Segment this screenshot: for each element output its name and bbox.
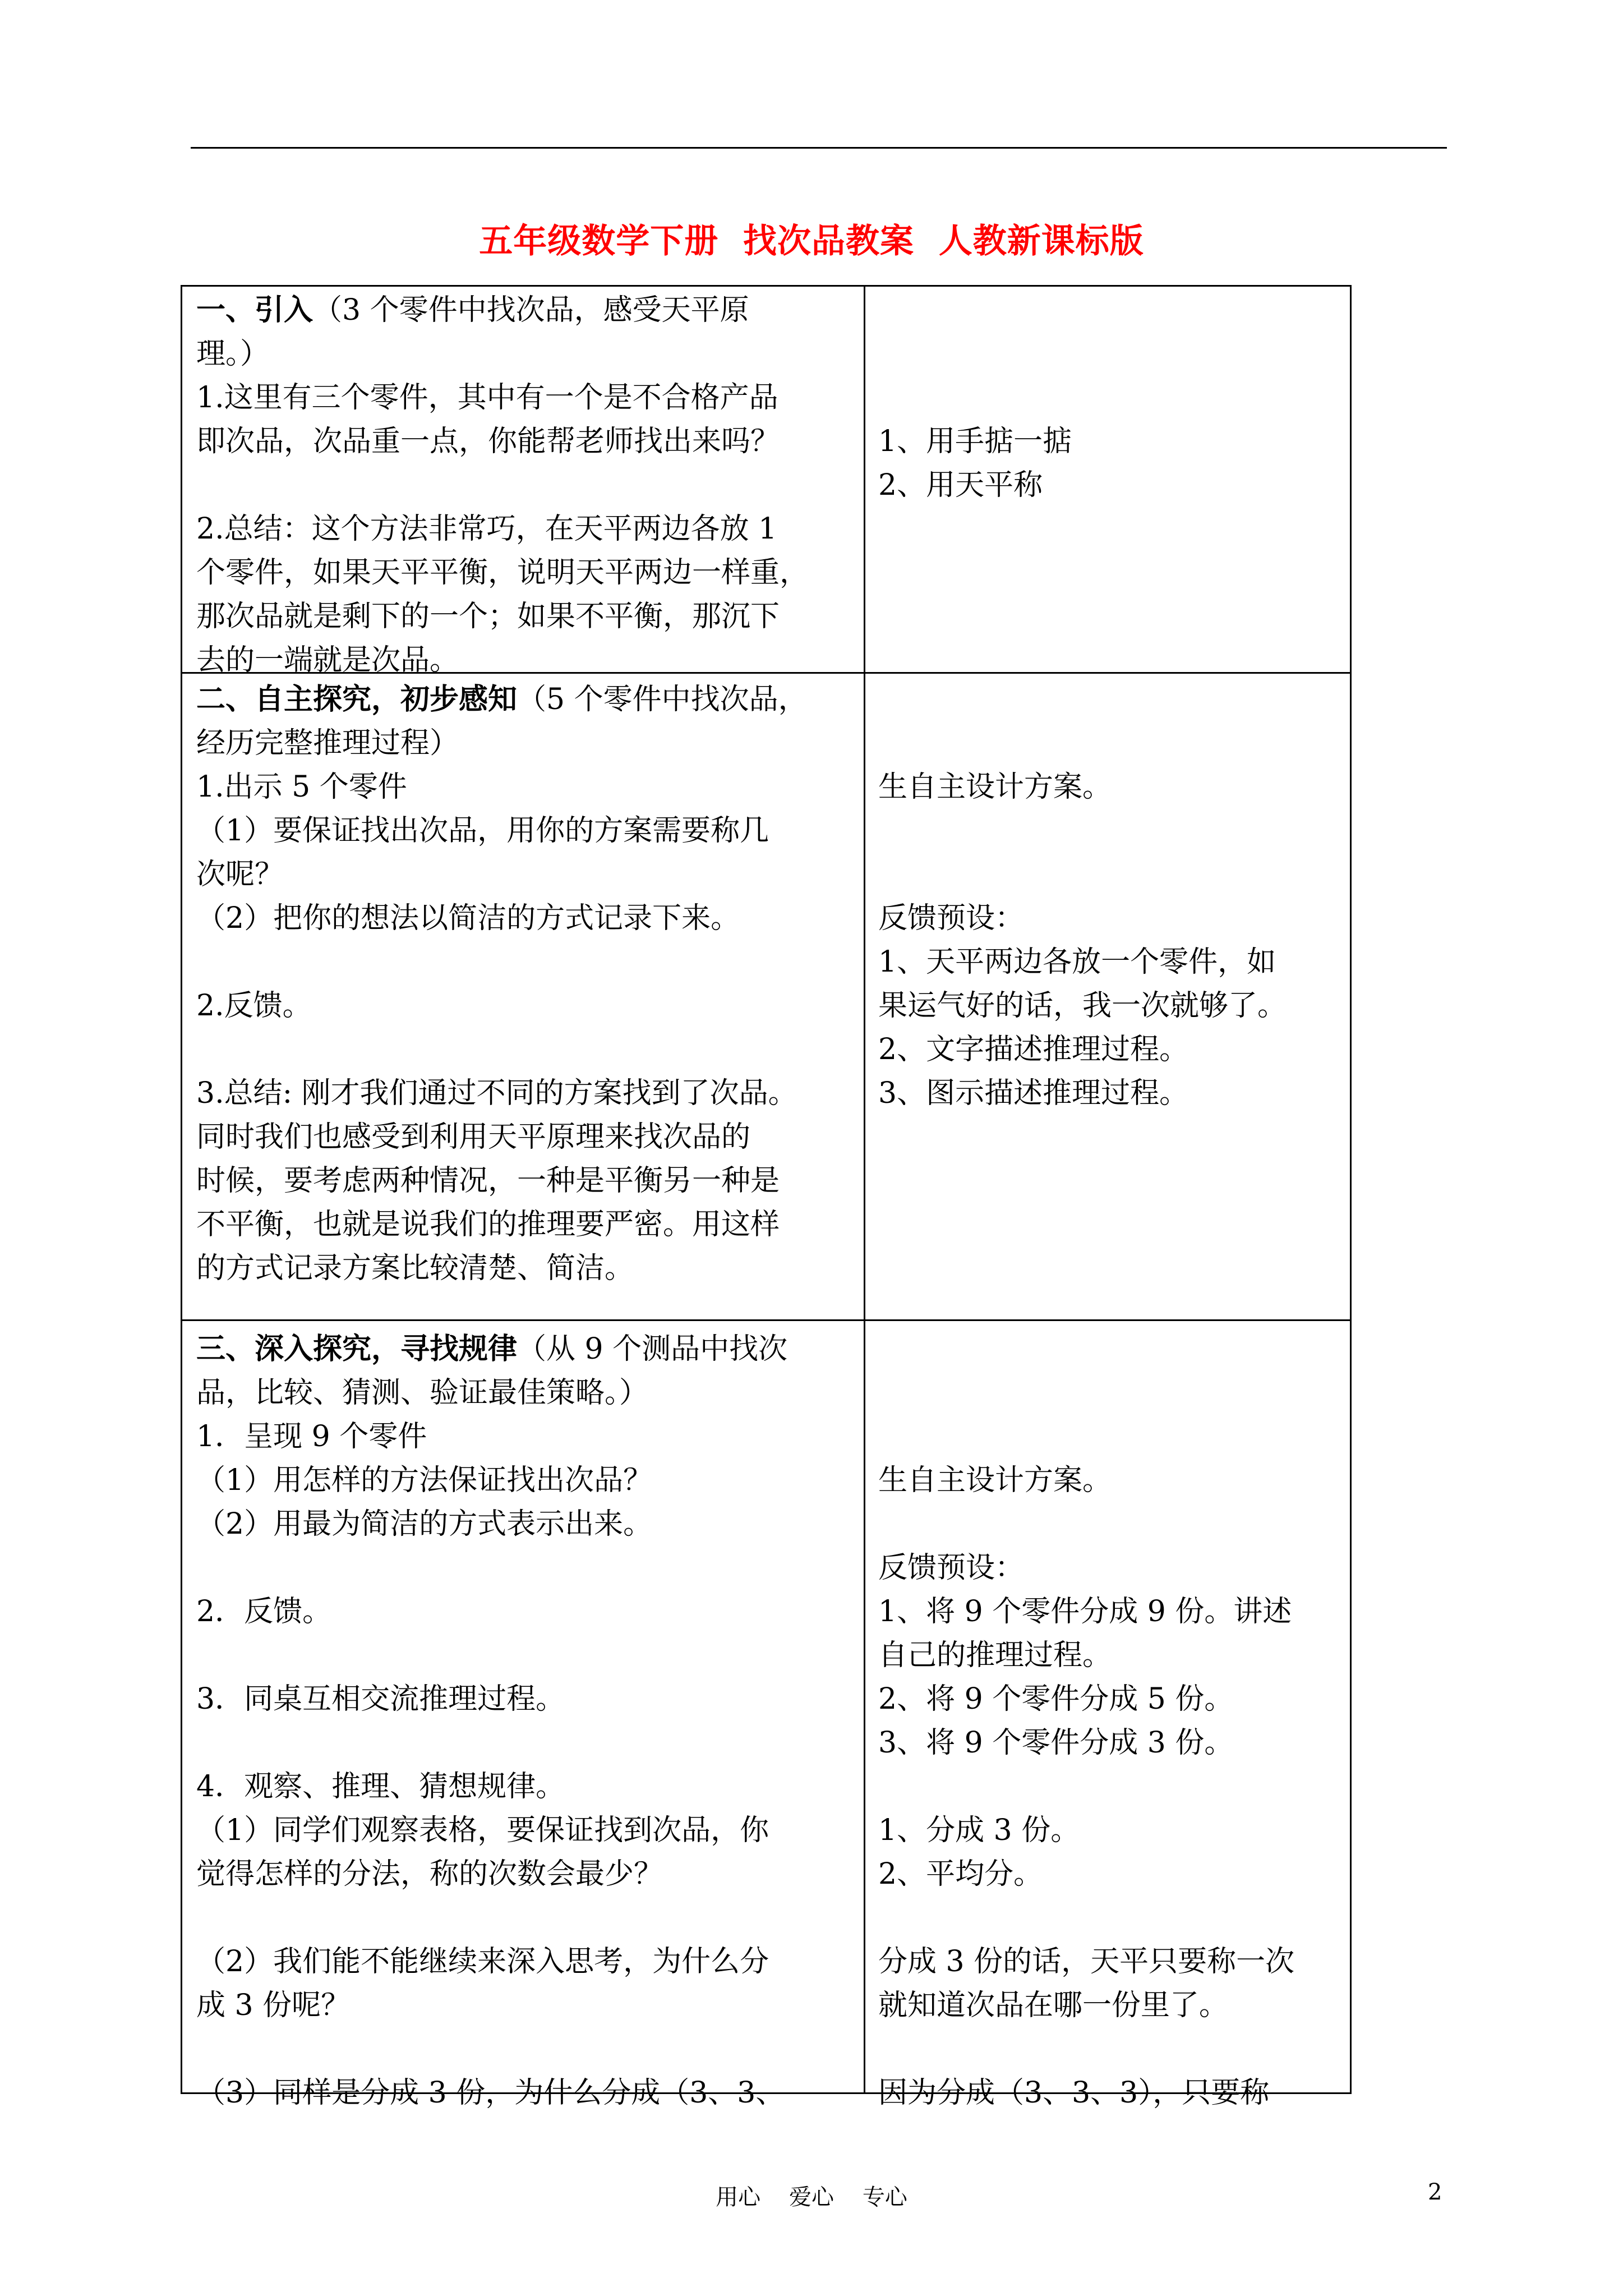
text-line: 2、文字描述推理过程。 [878, 1033, 1189, 1066]
text-line [878, 809, 1287, 853]
text-line: 2．反馈。 [196, 1595, 332, 1628]
section-2-teacher-cell [196, 678, 808, 1290]
text-line: 1、用手掂一掂 [878, 425, 1072, 458]
text-line: （2）用最为简洁的方式表示出来。 [196, 1507, 653, 1541]
text-line: 果运气好的话，我一次就够了。 [878, 989, 1287, 1023]
text-line [196, 940, 808, 984]
text-line [878, 1765, 1294, 1809]
text-line [878, 1327, 1294, 1371]
text-line: 2.反馈。 [196, 989, 312, 1023]
text-line [878, 1896, 1294, 1940]
text-line [196, 1721, 787, 1765]
text-line: 因为分成（3、3、3），只要称 [878, 2076, 1270, 2110]
text-line: 1、分成 3 份。 [878, 1814, 1080, 1847]
text-line: 生自主设计方案。 [878, 1464, 1112, 1497]
table-border-left [181, 285, 182, 2094]
text-line [878, 288, 1072, 332]
text-line: 那次品就是剩下的一个；如果不平衡，那沉下 [196, 600, 780, 633]
column-divider [864, 285, 865, 2094]
text-line: 理。） [196, 337, 270, 371]
text-line: （3）同样是分成 3 份，为什么分成（3、3、 [196, 2076, 785, 2110]
row-divider-2 [181, 1319, 1352, 1321]
text-line: 次呢？ [196, 858, 284, 891]
text-line: 3．同桌互相交流推理过程。 [196, 1682, 565, 1716]
text-line: 成 3 份呢？ [196, 1989, 351, 2022]
text-line [878, 853, 1287, 896]
text-line: 1.这里有三个零件，其中有一个是不合格产品 [196, 381, 778, 415]
text-line [878, 2027, 1294, 2071]
table-border-right [1350, 285, 1352, 2094]
section-3-student-cell [878, 1327, 1294, 2115]
text-line [878, 376, 1072, 420]
text-line: （2）把你的想法以简洁的方式记录下来。 [196, 901, 740, 935]
page-title: 五年级数学下册 找次品教案 人教新课标版 [479, 222, 1144, 261]
text-line [196, 1634, 787, 1677]
text-line: 2、平均分。 [878, 1857, 1043, 1891]
text-line: 即次品，次品重一点，你能帮老师找出来吗？ [196, 425, 780, 458]
text-line [196, 2027, 787, 2071]
text-line: 同时我们也感受到利用天平原理来找次品的 [196, 1120, 751, 1154]
text-line [196, 1028, 808, 1071]
text-line: 1.出示 5 个零件 [196, 770, 407, 804]
text-line: 觉得怎样的分法，称的次数会最少？ [196, 1857, 663, 1891]
text-line: （1）用怎样的方法保证找出次品？ [196, 1464, 653, 1497]
text-line: 时候，要考虑两种情况，一种是平衡另一种是 [196, 1164, 780, 1198]
text-line: （2）我们能不能继续来深入思考，为什么分 [196, 1945, 769, 1978]
text-line: 品，比较、猜测、验证最佳策略。） [196, 1376, 649, 1410]
section-1-student-cell [878, 288, 1072, 507]
text-line: 个零件，如果天平平衡，说明天平两边一样重， [196, 556, 809, 590]
text-line: 3.总结: 刚才我们通过不同的方案找到了次品。 [196, 1076, 797, 1110]
header-rule [191, 147, 1447, 149]
text-line [878, 1502, 1294, 1546]
text-line: 的方式记录方案比较清楚、简洁。 [196, 1251, 634, 1285]
text-line: 三、深入探究，寻找规律（从 9 个测品中找次 [196, 1332, 788, 1366]
section-3-teacher-cell [196, 1327, 787, 2115]
text-line: （1）要保证找出次品，用你的方案需要称几 [196, 814, 769, 848]
text-line [196, 463, 809, 507]
text-line: 2.总结：这个方法非常巧，在天平两边各放 1 [196, 512, 777, 546]
page-number: 2 [1428, 2179, 1442, 2205]
section-1-teacher-cell [196, 288, 809, 682]
text-line: 就知道次品在哪一份里了。 [878, 1989, 1229, 2022]
text-line: 二、自主探究，初步感知（5 个零件中找次品， [196, 683, 808, 716]
text-line: 1、将 9 个零件分成 9 份。讲述 [878, 1595, 1292, 1628]
text-line: 去的一端就是次品。 [196, 643, 459, 677]
text-line: 反馈预设： [878, 901, 1025, 935]
text-line: 2、将 9 个零件分成 5 份。 [878, 1682, 1234, 1716]
text-line: 一、引入（3 个零件中找次品，感受天平原 [196, 293, 749, 327]
lesson-table [181, 285, 1352, 2110]
text-line: 分成 3 份的话，天平只要称一次 [878, 1945, 1295, 1978]
text-line: 不平衡，也就是说我们的推理要严密。用这样 [196, 1208, 780, 1241]
text-line [878, 332, 1072, 376]
text-line: （1）同学们观察表格，要保证找到次品，你 [196, 1814, 769, 1847]
text-line: 1．呈现 9 个零件 [196, 1420, 427, 1453]
text-line: 3、将 9 个零件分成 3 份。 [878, 1726, 1234, 1760]
text-line [196, 1546, 787, 1590]
text-line: 3、图示描述推理过程。 [878, 1076, 1189, 1110]
text-line: 经历完整推理过程） [196, 726, 459, 760]
text-line: 自己的推理过程。 [878, 1639, 1112, 1672]
text-line [878, 1415, 1294, 1458]
footer-motto: 用心 爱心 专心 [716, 2184, 907, 2210]
text-line: 反馈预设： [878, 1551, 1025, 1585]
section-2-student-cell [878, 678, 1287, 1115]
text-line [196, 1896, 787, 1940]
text-line: 2、用天平称 [878, 468, 1043, 502]
text-line [878, 1371, 1294, 1415]
table-border-top [181, 285, 1352, 287]
text-line [878, 721, 1287, 765]
text-line [878, 678, 1287, 721]
text-line: 生自主设计方案。 [878, 770, 1112, 804]
text-line: 4．观察、推理、猜想规律。 [196, 1770, 565, 1803]
text-line: 1、天平两边各放一个零件，如 [878, 945, 1276, 979]
